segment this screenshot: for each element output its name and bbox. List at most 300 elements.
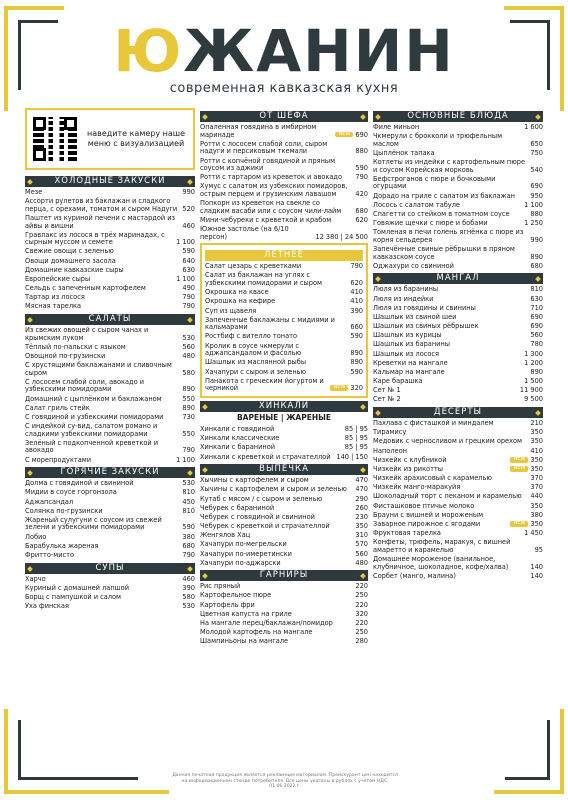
legal-footer: Данная печатная продукция является рекламным материалом. Прейскурант цен находится на информационном стенде потребителя. Все цены указаны в рублях с учетом НДС. 01.06.2022 г. — [172, 772, 398, 790]
menu-item-price: 220 — [355, 582, 368, 591]
menu-item-price: 990 — [182, 188, 195, 196]
menu-item-price: 590 — [182, 247, 195, 256]
menu-item — [373, 556, 543, 571]
menu-item-price: 750 — [530, 148, 543, 157]
menu-item — [373, 396, 543, 404]
menu-item-name: Хачапури с сыром и зеленью — [205, 367, 307, 376]
menu-item-price: 530 — [182, 479, 195, 488]
menu-item-name: Томленая в печи голень ягнёнка с пюре из корня сельдерея — [373, 228, 524, 244]
menu-item-price: 480 — [355, 558, 368, 567]
menu-item — [25, 258, 195, 266]
menu-item — [25, 457, 195, 465]
menu-item-name: Барабулька жареная — [25, 541, 99, 550]
menu-item — [373, 150, 543, 158]
menu-item-price: 560 — [530, 331, 543, 340]
menu-item — [205, 272, 363, 287]
menu-item-price: 440 — [530, 492, 543, 501]
menu-item-name: Запеченные баклажаны с мидиями и кальмарами — [205, 315, 335, 332]
menu-item-name: Тирамису — [373, 428, 407, 437]
menu-item-price: NEW 350 — [508, 466, 543, 474]
qr-promo[interactable] — [25, 108, 195, 170]
menu-item — [200, 158, 368, 173]
menu-item — [373, 420, 543, 428]
menu-item — [25, 594, 195, 602]
menu-item-name: Ассорти рулетов из баклажан и сладкого перца, с орехами, томатом и сыром Надуги — [25, 197, 178, 213]
menu-item-name: Чизкейк манго-маракуйя — [373, 483, 461, 492]
menu-item — [200, 226, 368, 241]
new-badge: NEW — [510, 466, 528, 472]
menu-item — [200, 444, 368, 452]
menu-item — [200, 560, 368, 568]
menu-item-price: 380 — [182, 532, 195, 541]
menu-column-left — [25, 108, 195, 612]
menu-item-name: Шашлык из свиных рёбрышек — [373, 322, 479, 331]
menu-item — [373, 360, 543, 368]
section-header: ОТ ШЕФА — [200, 111, 368, 122]
menu-item-name: Кролик в соусе чкмерули с аджапсандалом и фасолью — [205, 341, 302, 358]
menu-item-name: Цветная капуста на гриле — [200, 609, 292, 618]
menu-item — [373, 512, 543, 520]
menu-item — [373, 246, 543, 261]
menu-item-price: 680 — [530, 261, 543, 270]
menu-item-price: 790 — [182, 293, 195, 302]
menu-item-name: Брауни с вишней и мороженым — [373, 510, 484, 519]
menu-item-price: 890 — [350, 358, 363, 367]
menu-item-price: 890 — [530, 367, 543, 376]
menu-item — [25, 353, 195, 361]
menu-item — [25, 585, 195, 593]
menu-item-price: 890 — [350, 349, 363, 358]
menu-item — [200, 532, 368, 540]
menu-item-name: Сет № 2 — [373, 395, 401, 404]
menu-item — [373, 448, 543, 456]
menu-item — [25, 499, 195, 507]
menu-item — [200, 200, 368, 215]
menu-item-name: Солянка по-грузински — [25, 506, 103, 515]
menu-item-price: 620 — [355, 215, 368, 224]
menu-item-price: 540 — [530, 165, 543, 174]
menu-item-price: 350 — [530, 428, 543, 437]
menu-item — [200, 141, 368, 156]
menu-item — [373, 220, 543, 228]
menu-item-price: 640 — [182, 256, 195, 265]
menu-item-price: 890 — [182, 403, 195, 412]
menu-item-name: Свежие овощи с зеленью — [25, 247, 114, 256]
section-header: ХОЛОДНЫЕ ЗАКУСКИ — [25, 176, 195, 187]
section-header: САЛАТЫ — [25, 314, 195, 325]
menu-item-price: 890 — [530, 252, 543, 261]
menu-item-price: 950 — [530, 191, 543, 200]
menu-item — [200, 620, 368, 628]
menu-item-price: 420 — [355, 190, 368, 198]
menu-item-name: Харчо — [25, 574, 46, 583]
menu-item-name: Хумус с салатом из узбекских помидоров, острым перцем и грузинским лавашом — [200, 182, 348, 198]
menu-item-price: 95 — [534, 545, 543, 554]
menu-item-name: Картофельное пюре — [200, 591, 272, 600]
menu-item-price: 690 — [530, 182, 543, 191]
menu-item-name: Хинкали классические — [200, 434, 280, 443]
menu-item-price: 290 — [355, 494, 368, 503]
menu-item-name: Зелёный с подкопченной креветкой и авокадо — [25, 438, 159, 455]
logo-mark: Ю — [113, 17, 184, 85]
menu-item-price: 590 — [350, 332, 363, 341]
menu-item-price: 370 — [530, 474, 543, 483]
menu-item — [373, 530, 543, 538]
menu-item — [25, 189, 195, 197]
menu-item-name: Кутаб с мясом / с сыром и зеленью — [200, 494, 323, 503]
menu-item — [373, 332, 543, 340]
menu-item-price: 1 500 — [524, 377, 543, 386]
menu-item — [373, 263, 543, 271]
menu-item-name: Картофель фри — [200, 600, 255, 609]
menu-item-name: Долма с говядиной и свининой — [25, 479, 134, 488]
menu-item-price: 570 — [355, 540, 368, 549]
menu-item-price: 230 — [355, 512, 368, 521]
menu-item-name: Лобио — [25, 532, 47, 541]
menu-item — [373, 341, 543, 349]
menu-item — [200, 435, 368, 443]
menu-item-name: Сет № 1 — [373, 386, 401, 395]
restaurant-logo — [0, 17, 568, 97]
menu-item-price: 810 — [182, 488, 195, 497]
menu-item — [373, 229, 543, 244]
menu-item-name: Рис пряный — [200, 582, 241, 591]
menu-item-price: 1 300 — [524, 349, 543, 358]
menu-item — [25, 603, 195, 611]
menu-item-price: NEW 320 — [328, 385, 363, 393]
menu-item-name: Дорадо на гриле с салатом из баклажан — [373, 191, 515, 200]
menu-item-price: 880 — [530, 209, 543, 218]
menu-item-name: Паштет из куриной печени с мастардой из айвы и вишни — [25, 213, 176, 230]
menu-item — [200, 541, 368, 549]
menu-item — [373, 305, 543, 313]
menu-item-price: 1 600 — [524, 123, 543, 131]
menu-item-name: Ротти с лососем слабой соли, сыром надуги и персиковым ткемали — [200, 139, 328, 156]
menu-item-price: 990 — [530, 235, 543, 244]
menu-item-price: 560 — [182, 342, 195, 351]
menu-item-name: Мезе — [25, 188, 43, 196]
menu-item-price: 1 100 — [176, 274, 195, 283]
menu-item-price: 260 — [355, 503, 368, 512]
menu-item-name: Салат гриль стейк — [25, 403, 90, 412]
section-header: ОСНОВНЫЕ БЛЮДА — [373, 111, 543, 122]
new-badge: NEW — [510, 457, 528, 463]
menu-item-price: 580 — [182, 368, 195, 377]
menu-item-name: Овощной по-грузински — [25, 351, 106, 360]
menu-item-name: Говяжие щечки с пюре и бобами — [373, 219, 488, 228]
menu-item — [25, 576, 195, 584]
menu-item-name: Сельдь с запеченным картофелем — [25, 284, 146, 293]
menu-item-name: Спагетти со стейком в томатном соусе — [373, 209, 510, 218]
menu-item — [25, 198, 195, 213]
menu-item-price: 520 — [182, 204, 195, 213]
menu-item-price: 680 — [182, 541, 195, 550]
menu-item-name: Ротти с тартаром из креветок и авокадо — [200, 173, 343, 182]
menu-item-price: 310 — [355, 531, 368, 540]
menu-item-price: 370 — [530, 483, 543, 492]
menu-item-price: 250 — [355, 591, 368, 600]
menu-item-name: Хинкали с креветкой и страчателлой — [200, 452, 331, 461]
menu-item-name: С морепродуктами — [25, 455, 92, 464]
menu-item — [200, 523, 368, 531]
menu-item — [25, 405, 195, 413]
menu-item-price: 880 — [355, 147, 368, 156]
menu-item — [25, 267, 195, 275]
menu-item — [200, 583, 368, 591]
menu-item-price: 790 — [355, 173, 368, 182]
menu-item — [25, 396, 195, 404]
menu-item — [373, 369, 543, 377]
menu-item — [200, 454, 368, 462]
menu-item-name: Шашлык из свиной шеи — [373, 312, 457, 321]
menu-item-price: 85 | 95 — [344, 434, 368, 443]
menu-item-name: Тартар из лосося — [25, 293, 85, 302]
section-header: ДЕСЕРТЫ — [373, 407, 543, 418]
menu-item-price: 220 — [355, 600, 368, 609]
menu-item-price: 730 — [182, 412, 195, 421]
menu-item-price: 550 — [182, 429, 195, 438]
menu-item-price: 630 — [530, 294, 543, 303]
menu-item — [200, 174, 368, 182]
menu-item-price: 810 — [530, 285, 543, 294]
menu-item-price: 9 500 — [524, 395, 543, 404]
menu-item — [205, 378, 363, 393]
menu-item — [373, 438, 543, 446]
menu-item-name: Домашнее мороженое (ванильное, клубничное, шоколадное, кофе/халва) — [373, 554, 509, 571]
menu-item-name: Шашлык из лосося — [373, 349, 440, 358]
menu-item-name: Филе миньон — [373, 123, 420, 131]
menu-item — [25, 440, 195, 455]
menu-item-name: Пахлава с фисташкой и миндалем — [373, 419, 494, 427]
menu-item-price: NEW 350 — [508, 521, 543, 529]
qr-code-icon[interactable] — [33, 117, 77, 161]
menu-item — [200, 629, 368, 637]
menu-item — [25, 215, 195, 230]
menu-item — [205, 333, 363, 341]
menu-column-middle — [200, 108, 368, 648]
menu-item — [200, 183, 368, 198]
menu-item — [373, 429, 543, 437]
menu-item-price: 710 — [530, 303, 543, 312]
menu-item-price: 630 — [182, 265, 195, 274]
menu-item-name: Окрошка на кефире — [205, 297, 276, 306]
menu-item-name: Чизкейк арахисовый с карамелью — [373, 474, 492, 483]
menu-item-price: 210 — [530, 419, 543, 427]
menu-item-name: Чкмерули с брокколи и трюфельным маслом — [373, 132, 503, 148]
menu-item — [373, 159, 543, 174]
menu-item-name: Сорбет (манго, малина) — [373, 571, 456, 580]
menu-item — [200, 611, 368, 619]
menu-item-price: 460 — [182, 221, 195, 230]
menu-item-price: 490 — [182, 284, 195, 293]
menu-item — [25, 508, 195, 516]
menu-item-price: 390 — [350, 306, 363, 315]
menu-item-price: 12 380 | 24 500 — [315, 232, 368, 241]
menu-item-price: 660 — [350, 323, 363, 332]
menu-item-price: 350 — [355, 522, 368, 531]
menu-item-price: 790 — [182, 551, 195, 559]
menu-item-name: Куриный с домашней лапшой — [25, 583, 129, 592]
menu-item — [373, 387, 543, 395]
menu-item-price: 480 — [182, 351, 195, 360]
menu-item — [373, 378, 543, 386]
menu-item-name: Тёплый по-пальски с языком — [25, 342, 126, 351]
menu-item-name: Фруктовая тарелка — [373, 529, 441, 538]
menu-item — [373, 539, 543, 554]
tagline: современная кавказская кухня — [169, 81, 399, 96]
menu-item — [373, 193, 543, 201]
menu-item — [373, 493, 543, 501]
menu-item — [205, 359, 363, 367]
menu-item-price: 410 — [530, 446, 543, 455]
menu-item-price: 650 — [530, 139, 543, 148]
menu-item-name: Суп из щавеля — [205, 306, 257, 315]
menu-item-name: Чебурек с говядиной и свининой — [200, 512, 315, 521]
menu-item-name: Окрошка на квасе — [205, 288, 269, 297]
menu-item-name: Хычины с картофелем и сыром — [200, 476, 309, 485]
menu-item-price: 470 — [355, 485, 368, 494]
new-badge: NEW — [335, 132, 353, 138]
menu-item-price: 460 — [182, 574, 195, 583]
corner-ornament-bottom-right-inner — [505, 720, 550, 780]
menu-item — [25, 344, 195, 352]
menu-item-name: Борщ с пампушкой и салом — [25, 592, 122, 601]
menu-item-name: Шашлык из курицы — [373, 331, 442, 340]
menu-item-name: На мангале перец/баклажан/помидор — [200, 618, 333, 627]
menu-item-price: 580 — [182, 592, 195, 601]
menu-item-price: 590 — [350, 367, 363, 376]
menu-item-name: Женгялов Хац — [200, 531, 251, 540]
menu-item — [25, 248, 195, 256]
menu-item-name: Фисташковое птичье молоко — [373, 501, 475, 510]
menu-item-name: Кальмар на мангале — [373, 367, 445, 376]
menu-item-price: 1 100 — [176, 238, 195, 247]
menu-item-price: 320 — [355, 609, 368, 618]
menu-item-name: Бефстроганов с пюре и бочковыми огурцами — [373, 174, 496, 191]
menu-item — [25, 379, 195, 394]
menu-item-name: Мини-чебуреки с креветкой и крабом — [200, 215, 332, 224]
menu-column-right — [373, 108, 543, 582]
menu-item — [373, 573, 543, 581]
menu-item — [200, 592, 368, 600]
menu-item — [373, 286, 543, 294]
menu-item-name: Шоколадный торт с пеканом и карамелью — [373, 492, 522, 501]
menu-item-name: Шашлык из баранины — [373, 340, 450, 349]
menu-item-name: Из свежих овощей с сыром чанах и крымским луком — [25, 326, 149, 342]
menu-item — [205, 308, 363, 316]
menu-item-price: 1 450 — [524, 529, 543, 538]
section-header: ГАРНИРЫ — [200, 570, 368, 581]
menu-item — [205, 298, 363, 306]
menu-item-name: Заварное пирожное с ягодами — [373, 519, 481, 528]
menu-item-price: 140 — [530, 562, 543, 571]
menu-item-name: С говядиной и узбекскими помидорами — [25, 412, 164, 421]
menu-item — [373, 323, 543, 331]
menu-item — [25, 517, 195, 532]
menu-item-name: Оджахури со свининой — [373, 261, 454, 270]
menu-item — [25, 303, 195, 311]
menu-item-price: 590 — [355, 164, 368, 173]
section-header: ВЫПЕЧКА — [200, 464, 368, 475]
menu-item-name: Шашлык из маслянной рыбы — [205, 358, 307, 367]
menu-item — [25, 232, 195, 247]
menu-item-price: 550 — [182, 394, 195, 403]
menu-item-name: Люля из говядины и свинины — [373, 303, 476, 312]
menu-item-price: 410 — [350, 288, 363, 297]
menu-item-price: 220 — [355, 618, 368, 627]
menu-item-name: Аджапсандал — [25, 497, 74, 506]
menu-item-name: Каре барашка — [373, 377, 423, 386]
menu-item-name: Хачапури по-мегрельски — [200, 540, 287, 549]
menu-item-name: Домашний с цыплёнком и баклажаном — [25, 394, 162, 403]
menu-item-name: Люля из баранины — [373, 285, 439, 294]
new-badge: NEW — [510, 521, 528, 527]
menu-item — [25, 327, 195, 342]
menu-item-price: 380 — [530, 510, 543, 519]
menu-item-name: С хрустящими баклажанами и сливочным сыром — [25, 361, 172, 377]
menu-item-name: Салат из баклажан на углях с узбекскими помидорами и сыром — [205, 271, 322, 287]
menu-item-name: Наполеон — [373, 446, 407, 455]
menu-item — [200, 496, 368, 504]
menu-item — [25, 285, 195, 293]
menu-item — [25, 362, 195, 377]
menu-item-price: 11 900 — [519, 386, 543, 395]
menu-item — [25, 276, 195, 284]
menu-item — [373, 124, 543, 132]
menu-item-name: Ростбиф с вителло тонато — [205, 332, 298, 341]
menu-item-price: 250 — [355, 628, 368, 637]
menu-item-price: 680 — [355, 206, 368, 215]
menu-item — [373, 457, 543, 465]
corner-ornament-bottom-left-inner — [18, 720, 138, 780]
menu-item-name: Конфеты, трюфель, маракуя, с вишней амаретто и карамелью — [373, 538, 511, 554]
menu-item-name: С индейкой су-вид, салатом романо и сладкими узбекскими помидорами — [25, 422, 158, 438]
menu-item — [373, 314, 543, 322]
menu-item-name: Медовик с черносливом и грецким орехом — [373, 437, 523, 446]
menu-item-name: Цыплёнок тапака — [373, 148, 435, 157]
menu-item-price: 790 — [350, 262, 363, 271]
menu-item-price: 350 — [530, 501, 543, 510]
summer-section — [200, 243, 368, 398]
menu-item-price: 890 — [182, 385, 195, 394]
menu-item-name: Шампиньоны на мангале — [200, 637, 289, 646]
menu-item-name: Хинкали с говядиной — [200, 425, 275, 434]
menu-item-name: Салат цезарь с креветками — [205, 262, 302, 271]
menu-item — [25, 489, 195, 497]
menu-item-name: Молодой картофель на мангале — [200, 628, 313, 637]
menu-item — [373, 296, 543, 304]
menu-item-price: 390 — [182, 583, 195, 592]
menu-item-price: 1 250 — [524, 219, 543, 228]
menu-item-name: Опаленная говядина в имбирном маринаде — [200, 123, 317, 139]
menu-item — [373, 521, 543, 529]
menu-item-name: Ротти с копчёной говядиной и пряным соусом из аджики — [200, 156, 336, 173]
menu-item-name: Котлеты из индейки с картофельным пюре и соусом Корейская морковь — [373, 158, 526, 174]
menu-item-name: Фритто-мисто — [25, 551, 75, 559]
menu-item-name: Хинкали с бараниной — [200, 443, 276, 452]
menu-item-name: Жареный сулугуни с соусом из свежей зелени и узбекскими помидорами — [25, 515, 162, 532]
logo-wordmark: ЖАНИН — [183, 17, 455, 85]
menu-item-price: 560 — [355, 549, 368, 558]
menu-item-name: Чебурек с креветкой и страчателлой — [200, 522, 330, 531]
menu-item — [200, 217, 368, 225]
menu-item — [373, 351, 543, 359]
menu-item-name: Европейские сыры — [25, 274, 91, 283]
menu-item — [25, 552, 195, 560]
menu-item — [373, 211, 543, 219]
menu-item-price: 780 — [530, 340, 543, 349]
menu-item-price: 1 100 — [524, 200, 543, 209]
